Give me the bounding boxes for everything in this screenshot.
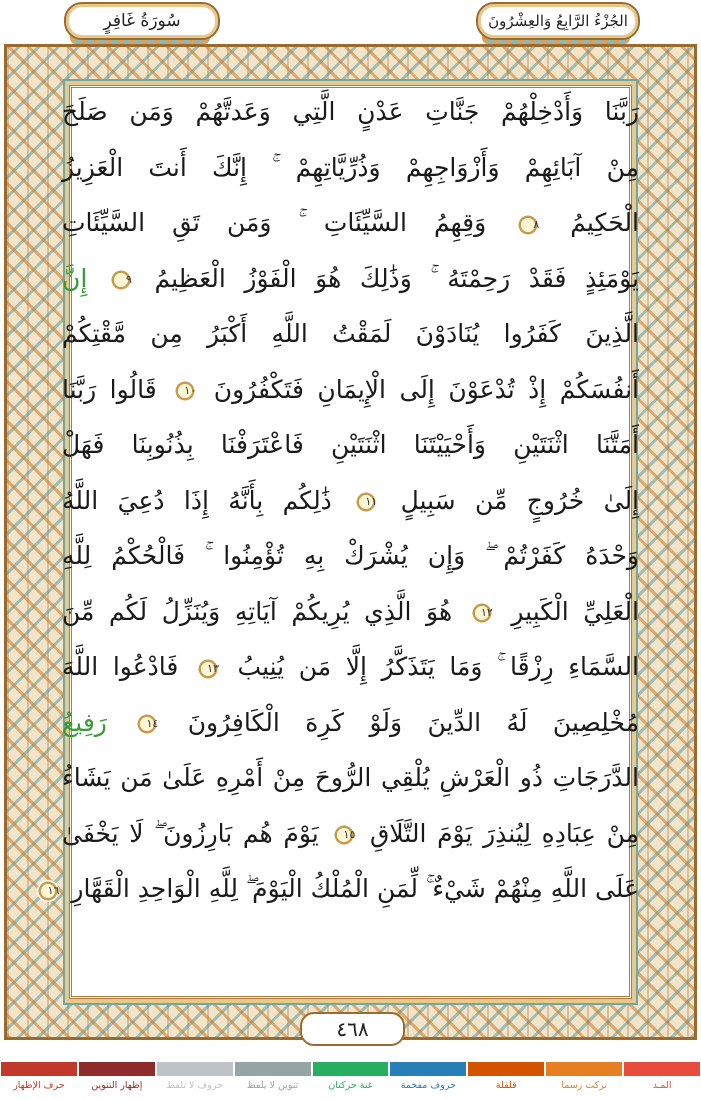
legend-swatch bbox=[1, 1062, 77, 1076]
ayah-number-marker: ٨ bbox=[517, 214, 539, 236]
ayah-number-marker: ٩ bbox=[110, 269, 132, 291]
verse-line: الْحَكِيمُ ٨ وَقِهِمُ السَّيِّئَاتِ ۚ وَمَن تَقِ السَّيِّئَاتِ bbox=[62, 208, 639, 237]
legend-label: إظهار التنوين bbox=[91, 1080, 143, 1091]
verse-line: عَلَى اللَّهِ مِنْهُمْ شَيْءٌ ۚ لِّمَنِ الْمُلْكُ الْيَوْمَ ۖ لِلَّهِ الْوَاحِدِ الْقَهَّارِ ١٦ bbox=[62, 861, 639, 917]
legend-swatch bbox=[546, 1062, 622, 1076]
verse-line: إِلَىٰ خُرُوجٍ مِّن سَبِيلٍ ١١ ذَٰلِكُم بِأَنَّهُ إِذَا دُعِيَ اللَّهُ bbox=[62, 485, 640, 515]
verse-line: السَّمَاءِ رِزْقًا ۚ وَمَا يَتَذَكَّرُ إِلَّا مَن يُنِيبُ ١٣ فَادْعُوا اللَّهَ bbox=[62, 652, 639, 681]
legend-label: حروف لا تلفظ bbox=[166, 1080, 224, 1091]
verse-line: الَّذِينَ كَفَرُوا يُنَادَوْنَ لَمَقْتُ اللَّهِ أَكْبَرُ مِن مَّقْتِكُمْ bbox=[62, 319, 639, 348]
verse-line: الدَّرَجَاتِ ذُو الْعَرْشِ يُلْقِي الرُّوحَ مِنْ أَمْرِهِ عَلَىٰ مَن يَشَاءُ bbox=[62, 763, 639, 792]
legend-swatch bbox=[390, 1062, 466, 1076]
verse-line: يَوْمَئِذٍ فَقَدْ رَحِمْتَهُ ۚ وَذَٰلِكَ هُوَ الْفَوْزُ الْعَظِيمُ ٩ إِنَّ bbox=[62, 263, 639, 293]
legend-swatch bbox=[157, 1062, 233, 1076]
verse-line: أَمَتَّنَا اثْنَتَيْنِ وَأَحْيَيْتَنَا اثْنَتَيْنِ فَاعْتَرَفْنَا بِذُنُوبِنَا فَهَلْ bbox=[62, 430, 639, 459]
legend-swatch bbox=[79, 1062, 155, 1076]
legend-label: غنة حركتان bbox=[328, 1080, 373, 1091]
tajweed-color-legend bbox=[0, 1062, 701, 1101]
legend-swatch bbox=[468, 1062, 544, 1076]
ayah-number-marker: ١٠ bbox=[174, 380, 196, 402]
verse-line: وَحْدَهُ كَفَرْتُمْ ۖ وَإِن يُشْرَكْ بِهِ تُؤْمِنُوا ۚ فَالْحُكْمُ لِلَّهِ bbox=[62, 541, 639, 570]
legend-label-row bbox=[0, 1080, 701, 1091]
quran-text bbox=[47, 84, 640, 972]
legend-swatch bbox=[235, 1062, 311, 1076]
surah-name-header: سُورَةُ غَافِرٍ bbox=[64, 2, 220, 40]
verse-line: رَبَّنَا وَأَدْخِلْهُمْ جَنَّاتِ عَدْنٍ الَّتِي وَعَدتَّهُمْ وَمَن صَلَحَ bbox=[62, 97, 639, 126]
legend-swatch bbox=[313, 1062, 389, 1076]
ayah-number-marker: ١٤ bbox=[136, 713, 158, 735]
legend-label: حروف مفخمة bbox=[400, 1080, 456, 1091]
ayah-number-marker: ١١ bbox=[355, 491, 377, 513]
legend-label: تنوين لا يلفظ bbox=[246, 1080, 299, 1091]
ayah-number-marker: ١٥ bbox=[333, 824, 355, 846]
verse-line: مِنْ آبَائِهِمْ وَأَزْوَاجِهِمْ وَذُرِّيَّاتِهِمْ ۚ إِنَّكَ أَنتَ الْعَزِيزُ bbox=[62, 152, 639, 182]
verse-line: مُخْلِصِينَ لَهُ الدِّينَ وَلَوْ كَرِهَ الْكَافِرُونَ ١٤ رَفِيعُ bbox=[62, 707, 639, 737]
verse-line: أَنفُسَكُمْ إِذْ تُدْعَوْنَ إِلَى الْإِيمَانِ فَتَكْفُرُونَ ١٠ قَالُوا رَبَّنَا bbox=[62, 374, 640, 404]
juz-name-header: الجُزْءُ الرَّابِعُ وَالعِشْرُونَ bbox=[476, 2, 640, 40]
legend-label: حرف الإظهار bbox=[13, 1080, 65, 1091]
ayah-number-marker: ١٦ bbox=[37, 880, 59, 902]
verse-line: الْعَلِيِّ الْكَبِيرِ ١٢ هُوَ الَّذِي يُرِيكُمْ آيَاتِهِ وَيُنَزِّلُ لَكُم مِّنَ bbox=[62, 596, 639, 626]
verse-line: مِنْ عِبَادِهِ لِيُنذِرَ يَوْمَ التَّلَاقِ ١٥ يَوْمَ هُم بَارِزُونَ ۖ لَا يَخْفَىٰ bbox=[62, 818, 640, 848]
ayah-number-marker: ١٣ bbox=[197, 658, 219, 680]
page-number: ٤٦٨ bbox=[300, 1012, 405, 1046]
ayah-number-marker: ١٢ bbox=[471, 602, 493, 624]
legend-label: تركت رسما bbox=[561, 1080, 608, 1091]
legend-color-bar bbox=[0, 1062, 701, 1076]
legend-label: المـد bbox=[652, 1080, 672, 1091]
legend-label: قلقلة bbox=[495, 1080, 517, 1091]
legend-swatch bbox=[624, 1062, 700, 1076]
